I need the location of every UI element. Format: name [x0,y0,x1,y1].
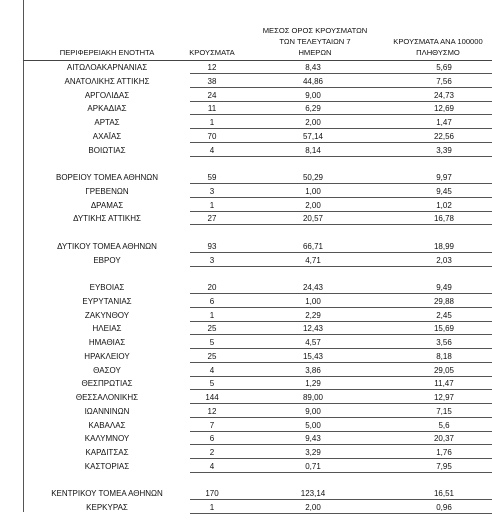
cell-per-100000: 5,6 [438,420,450,430]
cell-avg-7-days: 2,00 [305,200,321,210]
cell-cases: 1 [209,200,215,210]
cell-avg-7-days: 5,00 [305,420,321,430]
cell-avg-7-days: 66,71 [302,241,324,251]
cell-cases: 2 [209,448,215,457]
cell-cases: 1 [209,118,215,127]
cell-region: ΑΙΤΩΛΟΑΚΑΡΝΑΝΙΑΣ [66,63,148,72]
cell-avg-7-days: 123,14 [300,489,326,499]
header-avg-7-days [262,25,368,58]
cell-per-100000: 29,05 [433,365,455,375]
table-row [0,295,492,308]
cell-region: ΚΑΛΥΜΝΟΥ [84,434,130,444]
cell-region: ΙΩΑΝΝΙΝΩΝ [84,406,130,416]
cell-region: ΑΡΓΟΛΙΔΑΣ [84,90,130,100]
cell-region: ΒΟΙΩΤΙΑΣ [88,145,126,155]
table-row [0,130,492,143]
cell-region: ΑΝΑΤΟΛΙΚΗΣ ΑΤΤΙΚΗΣ [64,76,150,86]
cell-region: ΚΕΝΤΡΙΚΟΥ ΤΟΜΕΑ ΑΘΗΝΩΝ [51,489,163,499]
row-divider [190,334,492,335]
cell-cases: 70 [207,131,217,141]
cell-per-100000: 11,47 [434,379,454,389]
cell-avg-7-days: 44,86 [302,76,324,86]
cell-avg-7-days: 89,00 [302,393,324,402]
cell-cases: 25 [207,324,217,334]
cell-avg-7-days: 9,43 [305,434,321,444]
table-row [0,75,492,88]
cell-per-100000: 7,15 [436,406,452,416]
header-region: ΠΕΡΙΦΕΡΕΙΑΚΗ ΕΝΟΤΗΤΑ [59,48,155,57]
header-avg-line2: ΤΩΝ ΤΕΛΕΥΤΑΙΩΝ 7 [279,37,351,46]
cell-avg-7-days: 1,00 [305,296,321,306]
row-divider [190,389,492,390]
cell-region: ΘΑΣΟΥ [93,365,121,375]
cell-region: ΑΡΤΑΣ [94,118,120,127]
cell-per-100000: 9,97 [436,173,452,182]
cell-cases: 6 [209,434,215,444]
cell-avg-7-days: 3,29 [305,448,321,457]
cell-per-100000: 2,03 [436,255,452,265]
cell-cases: 144 [205,393,219,402]
table-row [0,89,492,102]
cell-region: ΚΑΣΤΟΡΙΑΣ [84,461,130,471]
cell-region: ΘΕΣΣΑΛΟΝΙΚΗΣ [75,393,139,402]
cell-per-100000: 16,51 [433,489,455,499]
row-divider [190,444,492,445]
cell-avg-7-days: 24,43 [302,283,324,292]
header-per-line2: ΠΛΗΘΥΣΜΟ [416,48,460,57]
cell-avg-7-days: 12,43 [302,324,324,334]
cell-region: ΗΡΑΚΛΕΙΟΥ [84,351,130,361]
cell-cases: 3 [209,255,215,265]
cell-cases: 25 [207,351,217,361]
cell-cases: 12 [207,406,217,416]
cell-cases: 7 [209,420,215,430]
table-row [0,240,492,253]
header-cases: ΚΡΟΥΣΜΑΤΑ [189,48,235,57]
row-divider [190,156,492,157]
cell-avg-7-days: 50,29 [302,173,324,182]
cell-region: ΑΡΚΑΔΙΑΣ [87,104,127,114]
table-row [0,350,492,363]
row-divider [190,513,492,514]
cell-region: ΚΑΡΔΙΤΣΑΣ [85,448,129,457]
cell-avg-7-days: 2,00 [305,118,321,127]
cell-avg-7-days: 57,14 [302,131,324,141]
cell-cases: 24 [207,90,217,100]
cell-avg-7-days: 20,57 [302,214,324,224]
cell-avg-7-days: 9,00 [305,90,321,100]
row-divider [190,114,492,115]
row-divider [190,472,492,473]
cell-cases: 6 [209,296,215,306]
cell-region: ΕΥΡΥΤΑΝΙΑΣ [82,296,132,306]
table-row [0,144,492,157]
cell-per-100000: 3,56 [436,338,452,347]
cell-cases: 1 [209,503,215,512]
cell-per-100000: 22,56 [433,131,455,141]
row-divider [190,224,492,225]
cell-region: ΗΛΕΙΑΣ [92,324,122,334]
table-row [0,254,492,267]
table-row [0,199,492,212]
cell-cases: 170 [205,489,219,499]
header-per-100000 [384,36,492,58]
header-avg-line3: ΗΜΕΡΩΝ [298,48,332,57]
cell-avg-7-days: 4,57 [305,338,321,347]
row-divider [190,266,492,267]
cell-avg-7-days: 2,00 [305,503,321,512]
cell-cases: 93 [207,241,217,251]
cell-avg-7-days: 8,14 [305,145,321,155]
cell-avg-7-days: 3,86 [305,365,321,375]
table-row [0,185,492,198]
cell-per-100000: 9,45 [436,186,452,196]
cell-per-100000: 7,56 [436,76,452,86]
cell-cases: 4 [209,461,215,471]
cell-region: ΔΥΤΙΚΟΥ ΤΟΜΕΑ ΑΘΗΝΩΝ [57,241,157,251]
cell-region: ΚΕΡΚΥΡΑΣ [86,503,128,512]
cell-cases: 5 [209,338,215,347]
cell-per-100000: 0,96 [436,503,452,512]
cell-per-100000: 3,39 [436,145,452,155]
header-per-line1: ΚΡΟΥΣΜΑΤΑ ΑΝΑ 100000 [393,37,483,46]
cell-region: ΒΟΡΕΙΟΥ ΤΟΜΕΑ ΑΘΗΝΩΝ [55,173,159,182]
cell-cases: 11 [207,104,217,114]
cell-per-100000: 15,69 [433,324,455,334]
cell-cases: 5 [209,379,215,389]
cell-region: ΔΡΑΜΑΣ [90,200,124,210]
cell-per-100000: 12,97 [433,393,455,402]
cell-cases: 3 [209,186,215,196]
cell-region: ΚΑΒΑΛΑΣ [88,420,126,430]
cell-avg-7-days: 0,71 [305,461,321,471]
cell-avg-7-days: 8,43 [305,63,321,72]
cell-region: ΑΧΑΪΑΣ [92,131,122,141]
cell-cases: 59 [207,173,217,182]
cell-cases: 38 [207,76,217,86]
cell-region: ΗΜΑΘΙΑΣ [88,338,126,347]
cell-cases: 1 [209,310,215,320]
cell-per-100000: 2,45 [436,310,452,320]
table-row [0,419,492,432]
table-row [0,309,492,322]
cell-cases: 27 [207,214,217,224]
cell-per-100000: 1,47 [436,118,452,127]
cell-cases: 20 [207,283,217,292]
cell-cases: 12 [207,63,217,72]
cell-cases: 4 [209,365,215,375]
cell-region: ΓΡΕΒΕΝΩΝ [85,186,129,196]
cell-per-100000: 12,69 [433,104,455,114]
table-row [0,460,492,473]
header-avg-line1: ΜΕΣΟΣ ΟΡΟΣ ΚΡΟΥΣΜΑΤΩΝ [262,26,368,35]
cell-per-100000: 24,73 [433,90,455,100]
cell-per-100000: 16,78 [433,214,455,224]
cell-region: ΕΥΒΟΙΑΣ [89,283,125,292]
cell-per-100000: 1,76 [436,448,452,457]
cell-region: ΖΑΚΥΝΘΟΥ [84,310,130,320]
cell-per-100000: 18,99 [433,241,455,251]
cell-avg-7-days: 6,29 [305,104,321,114]
cell-per-100000: 29,88 [433,296,455,306]
cell-per-100000: 8,18 [436,351,452,361]
table-row [0,405,492,418]
cell-avg-7-days: 9,00 [305,406,321,416]
table-row [0,364,492,377]
cell-per-100000: 9,49 [436,283,452,292]
cell-region: ΔΥΤΙΚΗΣ ΑΤΤΙΚΗΣ [73,214,141,224]
cell-avg-7-days: 2,29 [305,310,321,320]
cell-per-100000: 7,95 [436,461,452,471]
cell-per-100000: 20,37 [433,434,455,444]
cell-region: ΘΕΣΠΡΩΤΙΑΣ [81,379,133,389]
cell-avg-7-days: 15,43 [302,351,324,361]
cell-per-100000: 1,02 [436,200,452,210]
row-divider [190,499,492,500]
cell-avg-7-days: 1,29 [305,379,321,389]
cell-avg-7-days: 1,00 [305,186,321,196]
cell-cases: 4 [209,145,215,155]
cell-region: ΕΒΡΟΥ [93,255,121,265]
cell-per-100000: 5,69 [436,63,452,72]
cell-avg-7-days: 4,71 [305,255,321,265]
